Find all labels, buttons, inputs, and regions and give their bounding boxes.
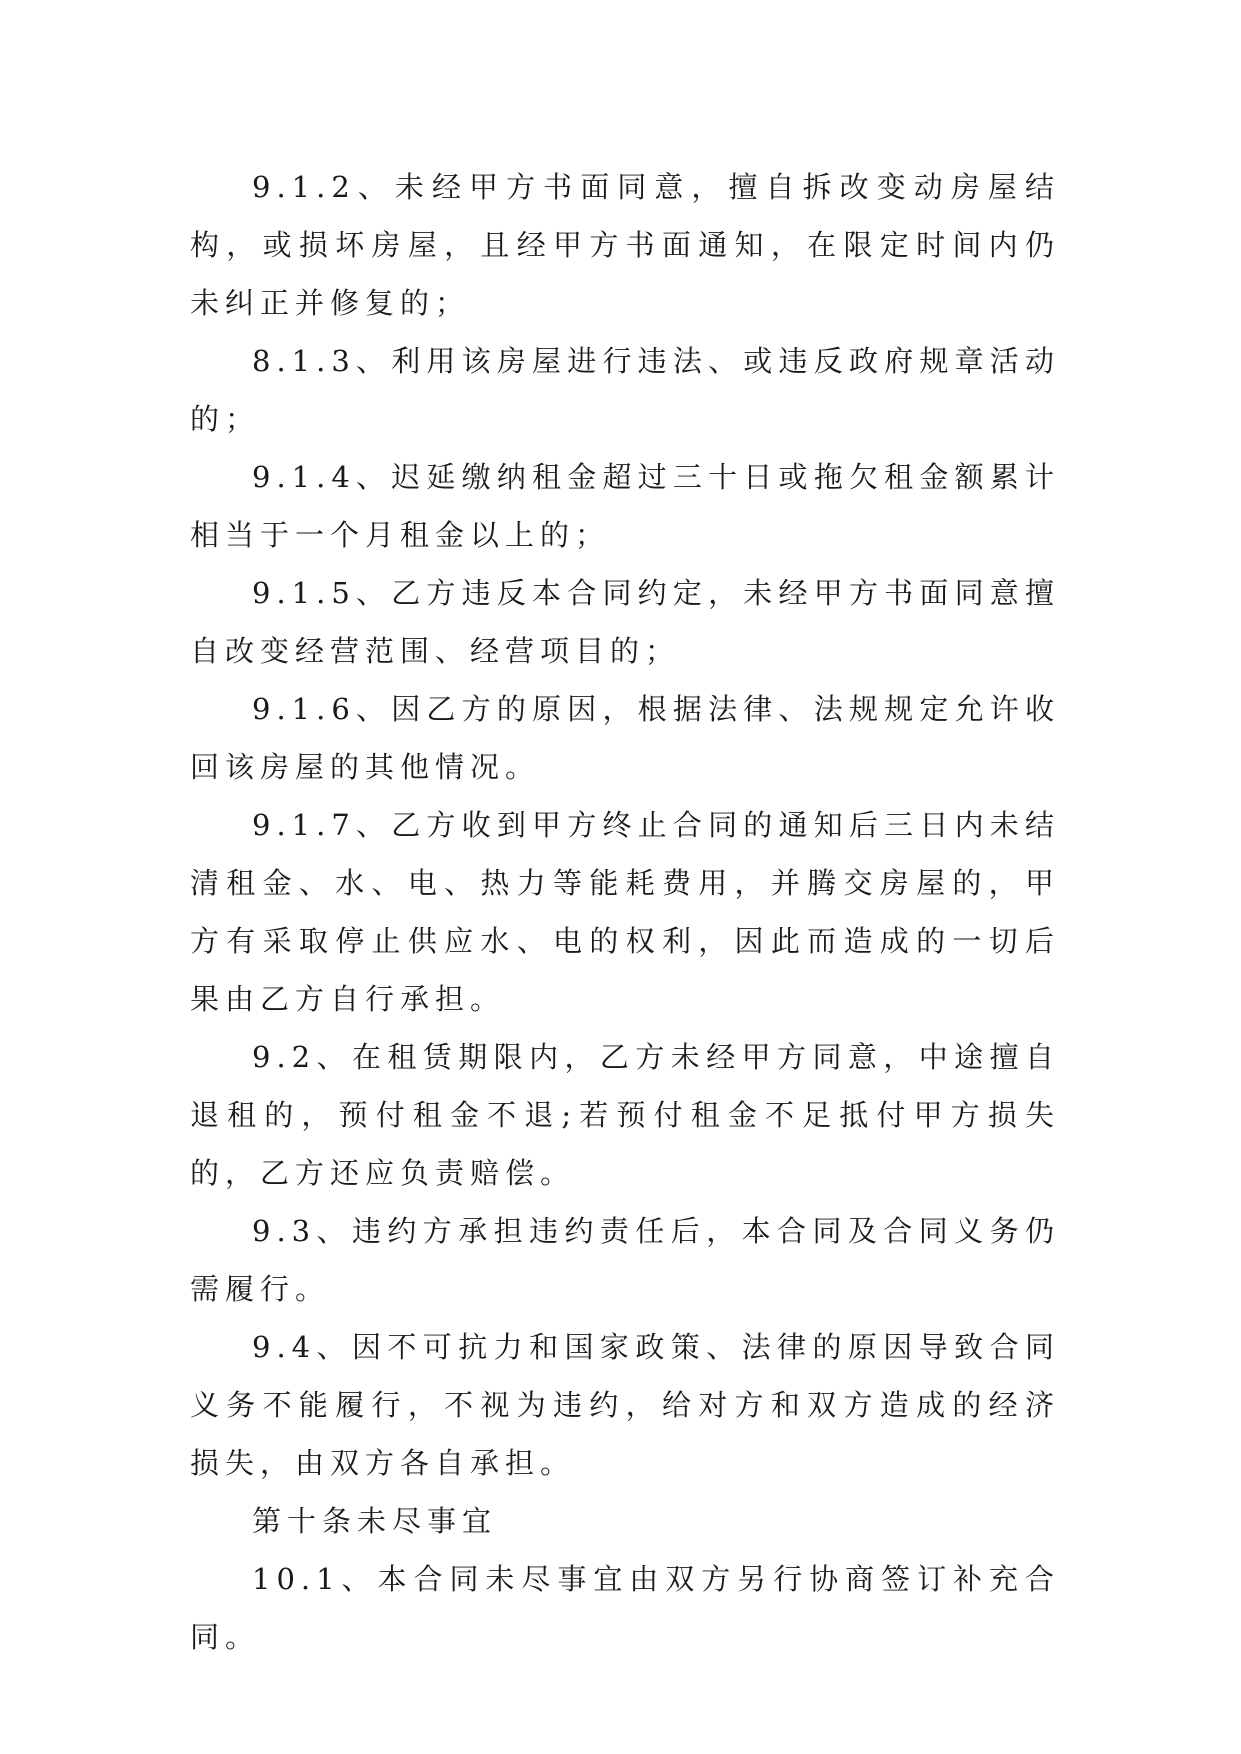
clause-9-3: 9.3、违约方承担违约责任后，本合同及合同义务仍需履行。 [190, 1214, 1060, 1306]
clause-9-4: 9.4、因不可抗力和国家政策、法律的原因导致合同义务不能履行，不视为违约，给对方和双方造成的经济损失，由双方各自承担。 [190, 1330, 1060, 1480]
clause-9-1-7: 9.1.7、乙方收到甲方终止合同的通知后三日内未结清租金、水、电、热力等能耗费用，并腾交房屋的，甲方有采取停止供应水、电的权利，因此而造成的一切后果由乙方自行承担。 [190, 808, 1060, 1016]
clause-9-1-6: 9.1.6、因乙方的原因，根据法律、法规规定允许收回该房屋的其他情况。 [190, 692, 1060, 784]
clause-9-2: 9.2、在租赁期限内，乙方未经甲方同意，中途擅自退租的，预付租金不退;若预付租金不足抵付甲方损失的，乙方还应负责赔偿。 [190, 1040, 1060, 1190]
clause-10-1: 10.1、本合同未尽事宜由双方另行协商签订补充合同。 [190, 1562, 1060, 1654]
clause-8-1-3: 8.1.3、利用该房屋进行违法、或违反政府规章活动的； [190, 344, 1060, 436]
clause-9-1-4: 9.1.4、迟延缴纳租金超过三十日或拖欠租金额累计相当于一个月租金以上的； [190, 460, 1060, 552]
section-heading-article-10: 第十条未尽事宜 [252, 1504, 498, 1538]
clause-9-1-5: 9.1.5、乙方违反本合同约定，未经甲方书面同意擅自改变经营范围、经营项目的； [190, 576, 1060, 668]
document-body [190, 158, 1060, 1666]
clause-9-1-2: 9.1.2、未经甲方书面同意，擅自拆改变动房屋结构，或损坏房屋，且经甲方书面通知，在限定时间内仍未纠正并修复的； [190, 170, 1060, 320]
